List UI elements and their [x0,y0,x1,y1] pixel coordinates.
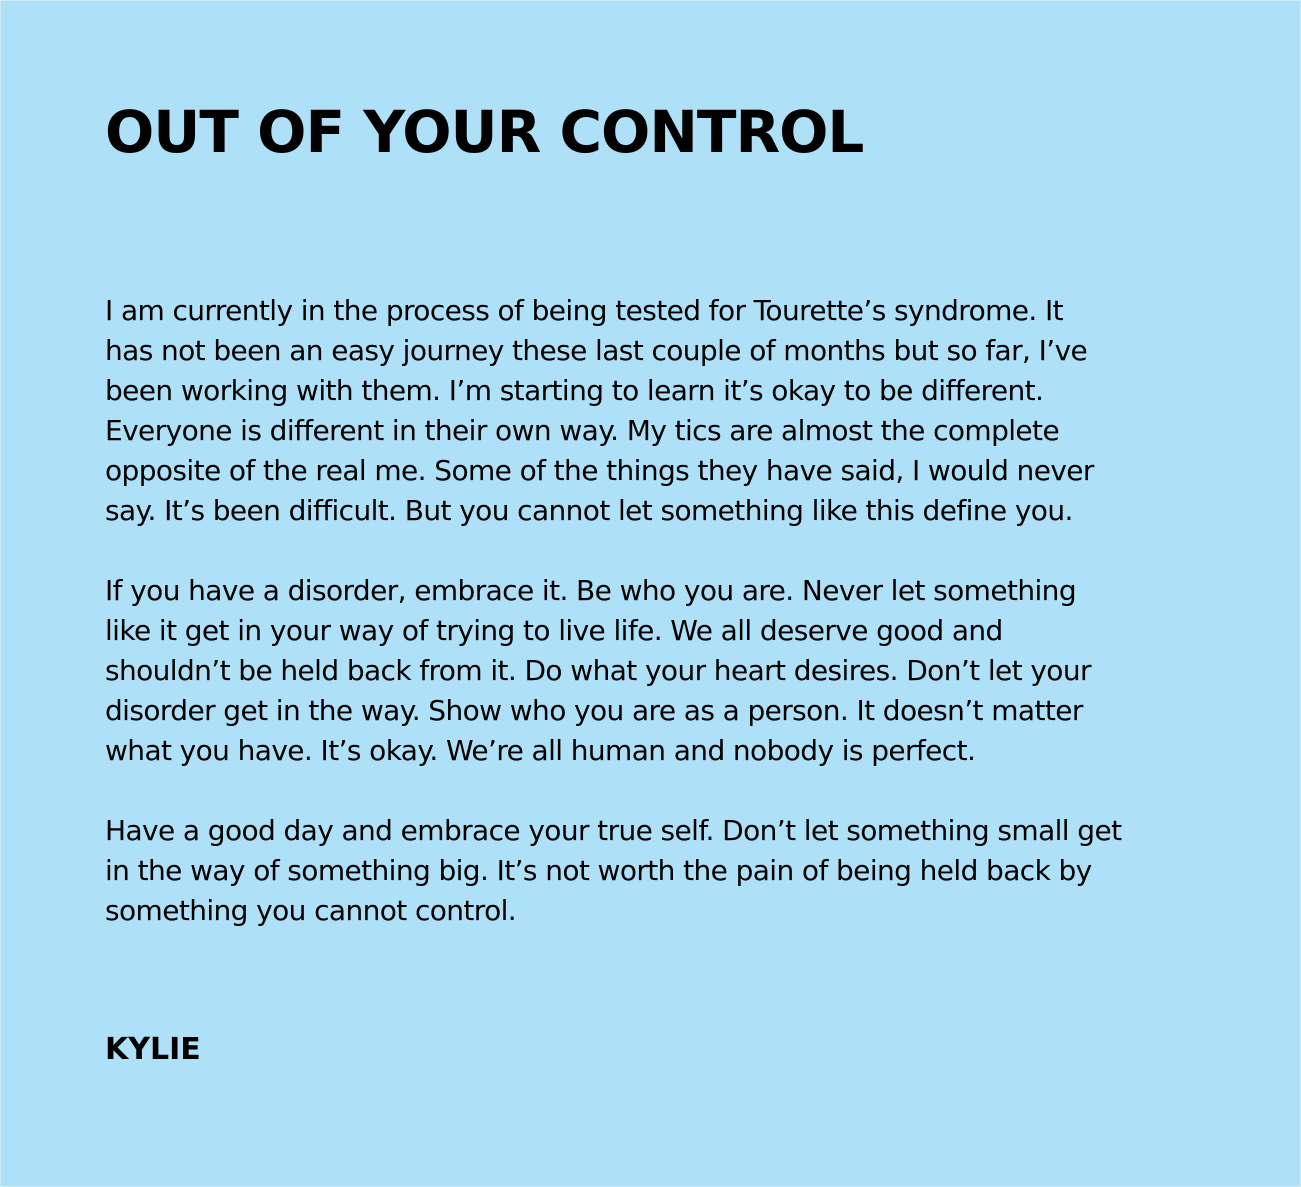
paragraph-1: I am currently in the process of being tested for Tourette’s syndrome. It has not been an easy journey these last couple of months but so far, I’ve been working with them. I’m starting to learn it’s okay to be different. Everyone is different in their own way. My tics are almost the complete opposite of the real me. Some of the things they have said, I would never say. It’s been difficult. But you cannot let something like this define you. [105,294,1094,527]
paragraph-3: Have a good day and embrace your true self. Don’t let something small get in the way of something big. It’s not worth the pain of being held back by something you cannot control. [105,814,1122,927]
paragraph-2: If you have a disorder, embrace it. Be who you are. Never let something like it get in your way of trying to live life. We all deserve good and shouldn’t be held back from it. Do what your heart desires. Don’t let your disorder get in the way. Show who you are as a person. It doesn’t matter what you have. It’s okay. We’re all human and nobody is perfect. [105,574,1091,767]
author-name: KYLIE [105,1032,201,1067]
story-body [105,291,1205,971]
page-title: OUT OF YOUR CONTROL [105,98,864,166]
